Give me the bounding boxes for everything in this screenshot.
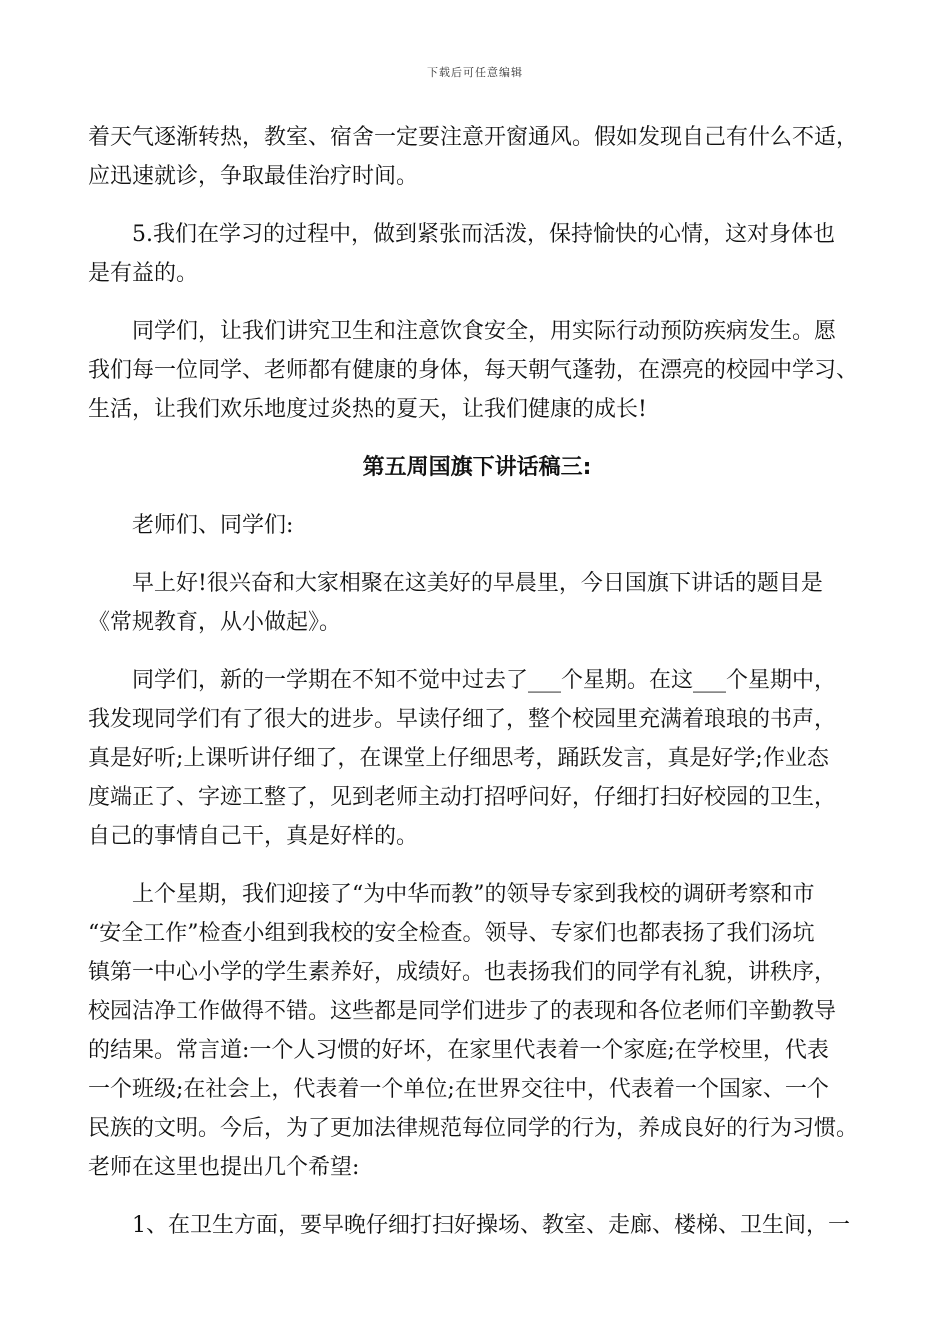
text-line: 度端正了、字迹工整了，见到老师主动打招呼问好，仔细打扫好校园的卫生， xyxy=(88,785,837,810)
text-line: 老师在这里也提出几个希望: xyxy=(88,1155,360,1180)
text-line: 上个星期，我们迎接了“为中华而教”的领导专家到我校的调研考察和市 xyxy=(132,882,815,907)
page-header: 下载后可任意编辑 xyxy=(427,66,523,79)
text-line: 自己的事情自己干，真是好样的。 xyxy=(88,824,419,849)
speech-paragraph-2 xyxy=(88,661,866,856)
paragraph-2 xyxy=(88,215,866,293)
paragraph-1 xyxy=(88,118,866,196)
speech-paragraph-4 xyxy=(88,1206,866,1245)
text-line: 民族的文明。今后，为了更加法律规范每位同学的行为，养成良好的行为习惯。 xyxy=(88,1116,859,1141)
text-line: 老师们、同学们: xyxy=(132,513,294,538)
text-line: 《常规教育，从小做起》。 xyxy=(88,610,342,635)
text-line: 镇第一中心小学的学生素养好，成绩好。也表扬我们的同学有礼貌，讲秩序， xyxy=(88,960,837,985)
text-line: 我们每一位同学、老师都有健康的身体，每天朝气蓬勃，在漂亮的校园中学习、 xyxy=(88,358,859,383)
section-title: 第五周国旗下讲话稿三: xyxy=(362,455,592,480)
text-line: “安全工作”检查小组到我校的安全检查。领导、专家们也都表扬了我们汤坑 xyxy=(88,921,815,946)
text-line: 是有益的。 xyxy=(88,261,199,286)
speech-paragraph-3 xyxy=(88,875,866,1187)
text-line: 同学们，新的一学期在不知不觉中过去了___个星期。在这___个星期中， xyxy=(132,668,837,693)
text-line: 同学们，让我们讲究卫生和注意饮食安全，用实际行动预防疾病发生。愿 xyxy=(132,319,837,344)
speech-paragraph-1 xyxy=(88,564,866,642)
text-line: 生活，让我们欢乐地度过炎热的夏天，让我们健康的成长! xyxy=(88,397,647,422)
text-line: 5.我们在学习的过程中，做到紧张而活泼，保持愉快的心情，这对身体也 xyxy=(132,222,835,247)
text-line: 应迅速就诊，争取最佳治疗时间。 xyxy=(88,164,419,189)
text-line: 真是好听;上课听讲仔细了，在课堂上仔细思考，踊跃发言，真是好学;作业态 xyxy=(88,746,829,771)
paragraph-3 xyxy=(88,312,866,429)
greeting-paragraph xyxy=(88,506,866,545)
text-line: 的结果。常言道:一个人习惯的好坏，在家里代表着一个家庭;在学校里，代表 xyxy=(88,1038,829,1063)
text-line: 我发现同学们有了很大的进步。早读仔细了，整个校园里充满着琅琅的书声， xyxy=(88,707,837,732)
text-line: 1、在卫生方面，要早晚仔细打扫好操场、教室、走廊、楼梯、卫生间，一 xyxy=(132,1213,850,1238)
document-body xyxy=(88,118,866,1245)
text-line: 早上好!很兴奋和大家相聚在这美好的早晨里，今日国旗下讲话的题目是 xyxy=(132,571,823,596)
text-line: 一个班级;在社会上，代表着一个单位;在世界交往中，代表着一个国家、一个 xyxy=(88,1077,829,1102)
text-line: 着天气逐渐转热，教室、宿舍一定要注意开窗通风。假如发现自己有什么不适， xyxy=(88,125,859,150)
text-line: 校园洁净工作做得不错。这些都是同学们进步了的表现和各位老师们辛勤教导 xyxy=(88,999,837,1024)
